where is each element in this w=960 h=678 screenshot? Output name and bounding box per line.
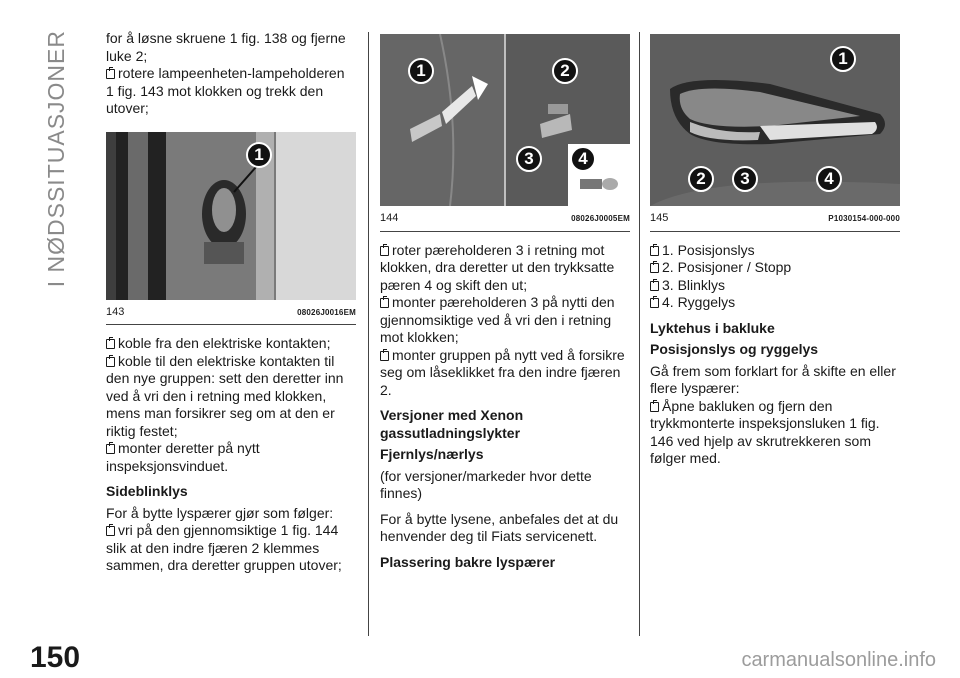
- callout-1: 1: [408, 58, 434, 84]
- bullet-icon: [106, 357, 115, 367]
- callout-4: 4: [570, 146, 596, 172]
- bullet-icon: [650, 281, 659, 291]
- figure-code: 08026J0016EM: [297, 307, 356, 317]
- bullet-icon: [106, 526, 115, 536]
- section-title-text: I NØDSSITUASJONER: [42, 30, 69, 288]
- bullet-icon: [650, 246, 659, 256]
- figure-145-image: [650, 34, 900, 206]
- bullet-item: koble fra den elektriske kontakten;: [106, 335, 356, 353]
- heading-posisjonslys: Posisjonslys og ryggelys: [650, 341, 819, 357]
- figure-144-image: [380, 34, 630, 206]
- bullet-icon: [106, 339, 115, 349]
- callout-4: 4: [816, 166, 842, 192]
- callout-2: 2: [688, 166, 714, 192]
- heading-bakre: Plassering bakre lyspærer: [380, 553, 556, 570]
- bullet-icon: [650, 298, 659, 308]
- column-2: [380, 34, 630, 575]
- list-item: 2. Posisjoner / Stopp: [650, 259, 900, 277]
- paragraph: (for versjoner/markeder hvor dette finnes): [380, 467, 592, 501]
- figure-143-image: [106, 132, 356, 300]
- list-item: 3. Blinklys: [650, 277, 900, 295]
- bullet-icon: [380, 351, 389, 361]
- figure-143: [106, 132, 356, 326]
- column-divider: [368, 32, 369, 636]
- bullet-item: koble til den elektriske kontakten til den nye gruppen: sett den deretter inn ved å vri den i retning med klokken, mens man forsikrer seg om at den er riktig festet;: [106, 352, 344, 439]
- bullet-icon: [106, 69, 115, 79]
- bullet-icon: [380, 298, 389, 308]
- callout-3: 3: [732, 166, 758, 192]
- bullet-item: monter pæreholderen 3 på nytti den gjennomsiktige ved å vri den i retning mot klokken;: [380, 294, 615, 345]
- heading-lyktehus: Lyktehus i bakluke: [650, 319, 775, 336]
- bullet-icon: [650, 263, 659, 273]
- intro-text: for å løsne skruene 1 fig. 138 og fjerne luke 2;: [106, 30, 346, 64]
- callout-2: 2: [552, 58, 578, 84]
- figure-number: 144: [380, 212, 399, 224]
- callout-3: 3: [516, 146, 542, 172]
- figure-caption: [106, 300, 356, 326]
- bullet-icon: [106, 444, 115, 454]
- figure-caption: [380, 206, 630, 232]
- page-number: 150: [30, 641, 81, 674]
- lamp-holder-illustration: [106, 132, 356, 300]
- figure-number: 143: [106, 305, 125, 318]
- column-divider: [639, 32, 640, 636]
- heading-sideblinklys: Sideblinklys: [106, 483, 188, 499]
- bullet-icon: [380, 246, 389, 256]
- figure-code: 08026J0005EM: [571, 214, 630, 223]
- column-3: [650, 34, 900, 468]
- watermark: carmanualsonline.info: [741, 649, 936, 671]
- heading-fjernlys: Fjernlys/nærlys: [380, 446, 484, 462]
- bullet-item: roter pæreholderen 3 i retning mot klokken, dra deretter ut den trykksatte pæren 4 og skift den ut;: [380, 241, 615, 293]
- heading-xenon: Versjoner med Xenon gassutladningslykter: [380, 407, 524, 441]
- paragraph: Gå frem som forklart for å skifte en eller flere lyspærer:: [650, 362, 896, 396]
- paragraph: For å bytte lyspærer gjør som følger:: [106, 504, 334, 521]
- bullet-item: monter gruppen på nytt ved å forsikre seg om låseklikket fra den indre fjæren 2.: [380, 346, 625, 398]
- figure-145: [650, 34, 900, 232]
- column-1: [106, 30, 356, 575]
- bullet-item: vri på den gjennomsiktige 1 fig. 144 slik at den indre fjæren 2 klemmes sammen, dra deretter gruppen utover;: [106, 522, 342, 573]
- section-title: [36, 30, 76, 288]
- figure-144: [380, 34, 630, 232]
- paragraph: For å bytte lysene, anbefales det at du henvender deg til Fiats servicenett.: [380, 510, 619, 544]
- figure-caption: [650, 206, 900, 232]
- bullet-item: rotere lampeenheten-lampeholderen 1 fig. 143 mot klokken og trekk den utover;: [106, 65, 345, 116]
- figure-code: P1030154-000-000: [828, 214, 900, 223]
- list-item: 4. Ryggelys: [650, 294, 900, 312]
- bullet-item: Åpne bakluken og fjern den trykkmonterte inspeksjonsluken 1 fig. 146 ved hjelp av skrutrekkeren som følger med.: [650, 397, 880, 466]
- figure-number: 145: [650, 212, 669, 224]
- list-item: 1. Posisjonslys: [650, 242, 900, 260]
- callout-1: 1: [830, 46, 856, 72]
- bullet-item: monter deretter på nytt inspeksjonsvinduet.: [106, 440, 260, 474]
- bullet-icon: [650, 402, 659, 412]
- callout-1: 1: [246, 142, 272, 168]
